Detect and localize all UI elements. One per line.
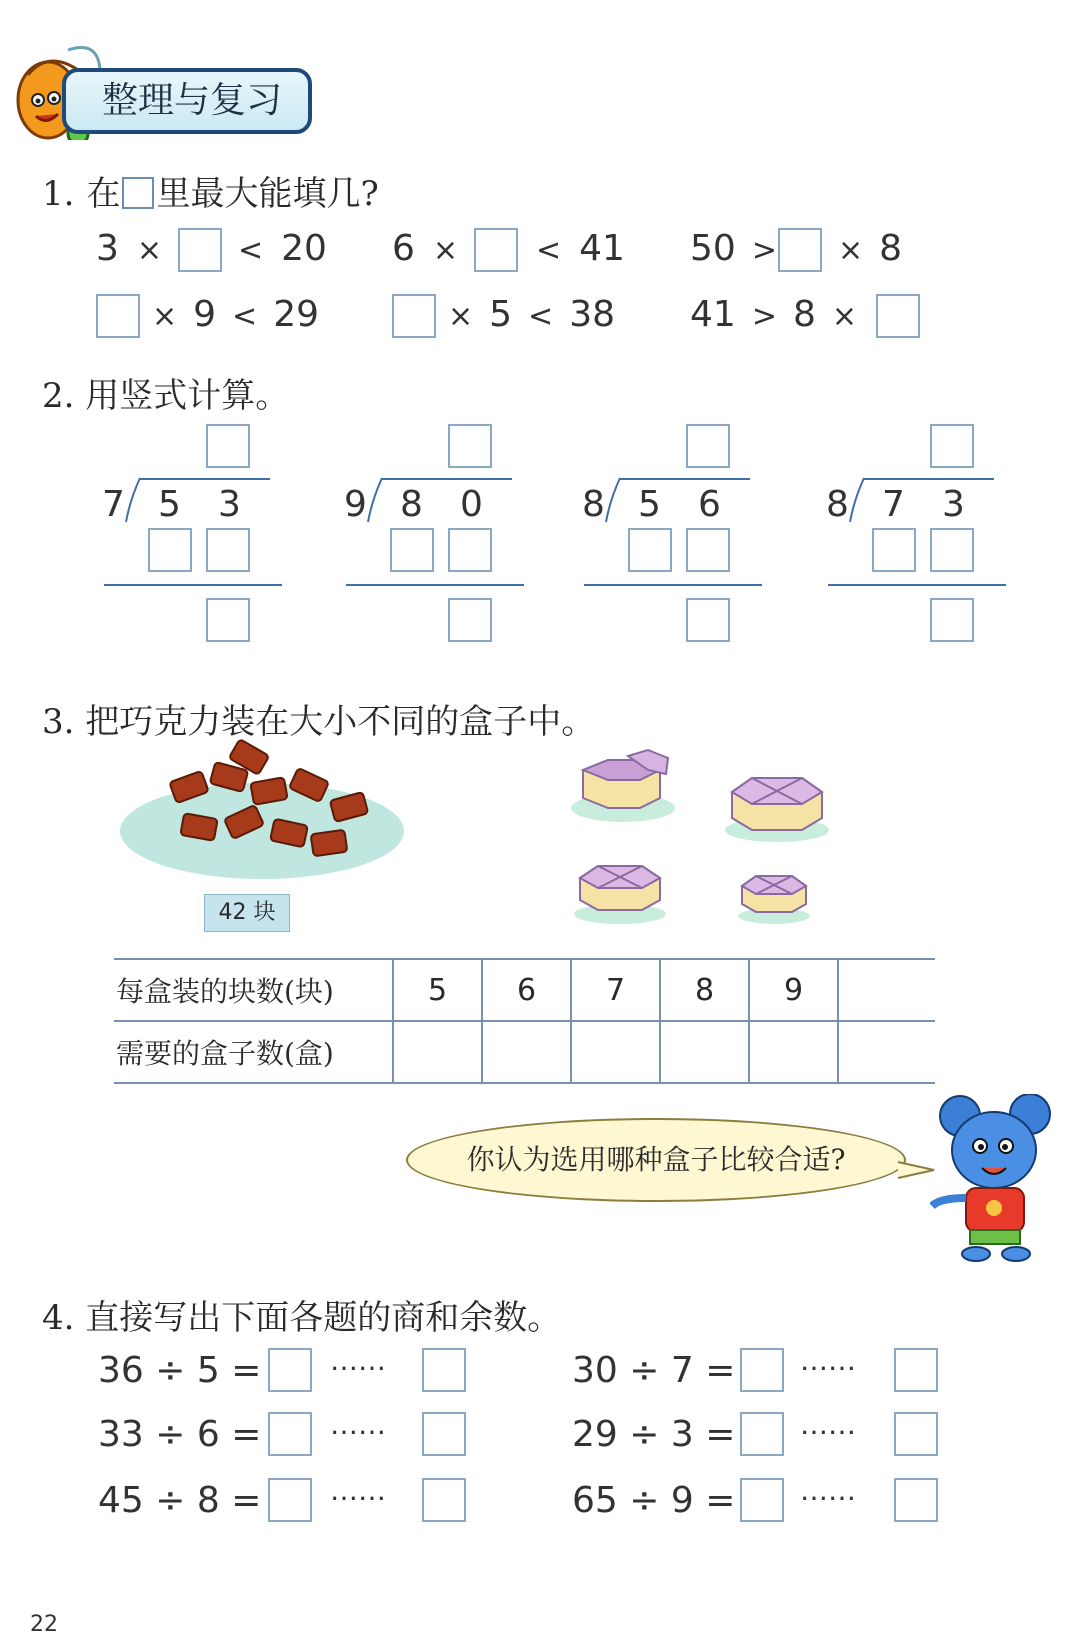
chocolate-count-label: 42 块 <box>204 894 290 932</box>
quotient-box[interactable] <box>268 1348 312 1392</box>
divisor: 8 <box>826 484 849 525</box>
table-cell[interactable] <box>838 959 935 1021</box>
product-box[interactable] <box>872 528 916 572</box>
answer-cell[interactable] <box>482 1021 571 1083</box>
q2-title: 2. 用竖式计算。 <box>42 376 290 416</box>
table-cell: 9 <box>749 959 838 1021</box>
row-label: 每盒装的块数(块) <box>114 959 393 1021</box>
answer-box[interactable] <box>178 228 222 272</box>
quotient-box[interactable] <box>268 1412 312 1456</box>
product-box[interactable] <box>448 528 492 572</box>
division-bracket-icon <box>124 476 144 524</box>
remainder-box[interactable] <box>422 1348 466 1392</box>
q1-expr-4: × 9 < 29 <box>152 294 319 335</box>
q3-title: 3. 把巧克力装在大小不同的盒子中。 <box>42 702 596 742</box>
q1-expr-3: 50 > <box>690 228 777 269</box>
gift-box-small-icon <box>570 858 670 928</box>
box-table <box>114 958 935 1084</box>
remainder-box[interactable] <box>894 1348 938 1392</box>
q4-expr-1: 36 ÷ 5 = <box>98 1350 262 1391</box>
q4-expr-2: 30 ÷ 7 = <box>572 1350 736 1391</box>
remainder-box[interactable] <box>422 1412 466 1456</box>
remainder-box[interactable] <box>686 598 730 642</box>
row-label: 需要的盒子数(盒) <box>114 1021 393 1083</box>
quotient-box[interactable] <box>740 1348 784 1392</box>
table-row <box>114 959 935 1021</box>
answer-box[interactable] <box>392 294 436 338</box>
quotient-box[interactable] <box>686 424 730 468</box>
quotient-box[interactable] <box>740 1412 784 1456</box>
answer-box[interactable] <box>474 228 518 272</box>
division-bracket-icon <box>604 476 624 524</box>
product-box[interactable] <box>148 528 192 572</box>
remainder-box[interactable] <box>422 1478 466 1522</box>
q1-expr-1: 3 × <box>96 228 163 269</box>
page-number: 22 <box>30 1612 58 1637</box>
table-cell: 7 <box>571 959 660 1021</box>
table-row <box>114 1021 935 1083</box>
table-cell: 8 <box>660 959 749 1021</box>
quotient-box[interactable] <box>448 424 492 468</box>
quotient-box[interactable] <box>206 424 250 468</box>
remainder-box[interactable] <box>894 1412 938 1456</box>
gift-box-medium-icon <box>722 768 832 848</box>
table-cell: 5 <box>393 959 482 1021</box>
q1-expr-2: 6 × <box>392 228 459 269</box>
section-title: 整理与复习 <box>62 68 312 134</box>
speech-bubble: 你认为选用哪种盒子比较合适? <box>406 1118 906 1202</box>
remainder-box[interactable] <box>894 1478 938 1522</box>
remainder-box[interactable] <box>448 598 492 642</box>
gift-box-tiny-icon <box>734 870 814 926</box>
quotient-box[interactable] <box>740 1478 784 1522</box>
answer-box[interactable] <box>778 228 822 272</box>
answer-cell[interactable] <box>660 1021 749 1083</box>
product-box[interactable] <box>930 528 974 572</box>
q1-expr-6: 41 > 8 × <box>690 294 857 335</box>
answer-box[interactable] <box>96 294 140 338</box>
remainder-box[interactable] <box>206 598 250 642</box>
q4-expr-5: 45 ÷ 8 = <box>98 1480 262 1521</box>
answer-box[interactable] <box>876 294 920 338</box>
chocolate-plate-icon <box>112 736 412 886</box>
product-box[interactable] <box>390 528 434 572</box>
q4-expr-6: 65 ÷ 9 = <box>572 1480 736 1521</box>
q1-expr-5: × 5 < 38 <box>448 294 615 335</box>
answer-cell[interactable] <box>749 1021 838 1083</box>
divisor: 8 <box>582 484 605 525</box>
divisor: 7 <box>102 484 125 525</box>
q1-title: 1. 在 里最大能填几? <box>42 174 379 214</box>
product-box[interactable] <box>206 528 250 572</box>
answer-cell[interactable] <box>838 1021 935 1083</box>
inline-box-icon <box>122 177 154 209</box>
quotient-box[interactable] <box>930 424 974 468</box>
division-bracket-icon <box>848 476 868 524</box>
q4-title: 4. 直接写出下面各题的商和余数。 <box>42 1298 562 1338</box>
q4-expr-4: 29 ÷ 3 = <box>572 1414 736 1455</box>
remainder-box[interactable] <box>930 598 974 642</box>
division-bracket-icon <box>366 476 386 524</box>
product-box[interactable] <box>628 528 672 572</box>
table-cell: 6 <box>482 959 571 1021</box>
divisor: 9 <box>344 484 367 525</box>
q4-expr-3: 33 ÷ 6 = <box>98 1414 262 1455</box>
cat-mascot-icon <box>930 1094 1060 1264</box>
answer-cell[interactable] <box>393 1021 482 1083</box>
answer-cell[interactable] <box>571 1021 660 1083</box>
product-box[interactable] <box>686 528 730 572</box>
gift-box-large-icon <box>568 748 678 828</box>
quotient-box[interactable] <box>268 1478 312 1522</box>
